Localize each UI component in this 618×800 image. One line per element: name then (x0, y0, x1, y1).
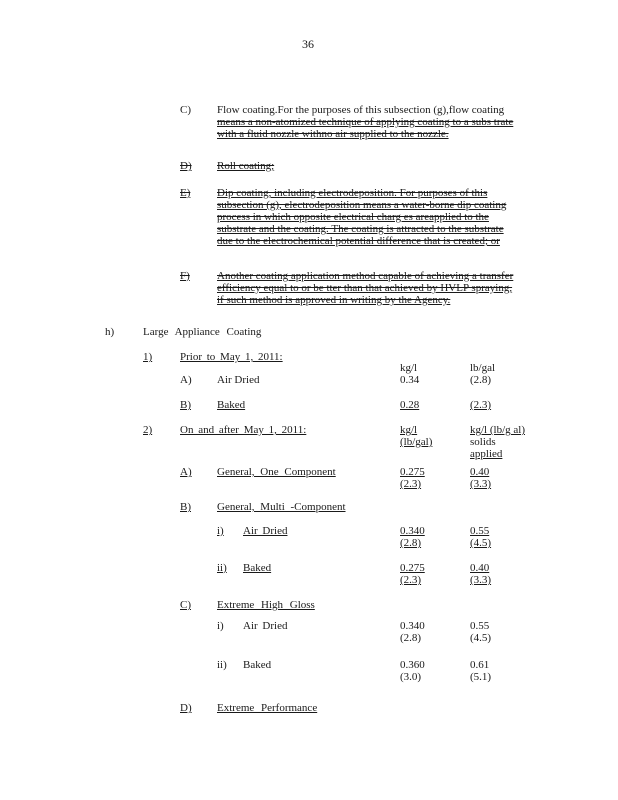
p2-marker: 2) (143, 424, 153, 436)
p2-c-ii-value2-kg: 0.61 (470, 659, 490, 671)
p2-b-i-marker: i) (217, 525, 224, 537)
p2-col1-header: kg/l (400, 424, 418, 436)
item-e-line: substrate and the coating. The coating is attracted to the substrate (217, 223, 504, 235)
item-f-text (217, 270, 539, 306)
item-e-text (217, 187, 539, 247)
p2-b-ii-value-lb: (2.3) (400, 574, 422, 586)
p2-c-ii-label: Baked (243, 659, 272, 671)
p2-a-value2-lb: (3.3) (470, 478, 492, 490)
item-e-line: Dip coating, including electrodeposition. For purposes of this (217, 187, 488, 199)
item-d-marker: D) (180, 160, 192, 172)
p2-d-marker: D) (180, 702, 192, 714)
p2-c-i-value-lb: (2.8) (400, 632, 422, 644)
item-e-line: due to the electrochemical potential difference that is created; or (217, 235, 500, 247)
item-c-marker: C) (180, 104, 191, 116)
p2-c-i-marker: i) (217, 620, 224, 632)
p2-c-ii-value2-lb: (5.1) (470, 671, 492, 683)
p2-c-i-label: Air Dried (243, 620, 288, 632)
item-c-line: with a fluid nozzle withno air supplied to the nozzle. (217, 128, 449, 140)
p2-b-ii-label: Baked (243, 562, 272, 574)
p1-b-marker: B) (180, 399, 191, 411)
p1-marker: 1) (143, 351, 153, 363)
p2-title: On and after May 1, 2011: (180, 424, 307, 436)
p2-c-ii-value-kg: 0.360 (400, 659, 425, 671)
p2-a-value-kg: 0.275 (400, 466, 425, 478)
p2-b-i-value2-lb: (4.5) (470, 537, 492, 549)
item-f-line: Another coating application method capable of achieving a transfer (217, 270, 514, 282)
item-f-line: efficiency equal to or be tter than that achieved by HVLP spraying, (217, 282, 513, 294)
p2-col1-header-unit: (lb/gal) (400, 436, 433, 448)
p2-c-i-value2-lb: (4.5) (470, 632, 492, 644)
p1-b-label: Baked (217, 399, 246, 411)
p2-d-label: Extreme Performance (217, 702, 318, 714)
p1-a-value-lb: (2.8) (470, 374, 492, 386)
p2-b-ii-marker: ii) (217, 562, 227, 574)
p2-c-ii-marker: ii) (217, 659, 227, 671)
section-h-title: Large Appliance Coating (143, 326, 262, 338)
p1-title: Prior to May 1, 2011: (180, 351, 283, 363)
p2-c-i-value2-kg: 0.55 (470, 620, 490, 632)
item-f-line: if such method is approved in writing by the Agency. (217, 294, 451, 306)
p2-col2-header-applied: applied (470, 448, 503, 460)
p2-b-i-value-kg: 0.340 (400, 525, 425, 537)
item-e-line: process in which opposite electrical charg es areapplied to the (217, 211, 489, 223)
p1-b-value-kg: 0.28 (400, 399, 420, 411)
p1-a-marker: A) (180, 374, 192, 386)
p2-b-i-value-lb: (2.8) (400, 537, 422, 549)
item-e-marker: E) (180, 187, 191, 199)
p2-c-i-value-kg: 0.340 (400, 620, 425, 632)
p2-a-value-lb: (2.3) (400, 478, 422, 490)
p2-b-ii-value-kg: 0.275 (400, 562, 425, 574)
p1-a-value-kg: 0.34 (400, 374, 420, 386)
p1-col1-header: kg/l (400, 362, 418, 374)
p2-c-label: Extreme High Gloss (217, 599, 315, 611)
p2-a-label: General, One Component (217, 466, 336, 478)
item-f-marker: F) (180, 270, 190, 282)
p1-b-value-lb: (2.3) (470, 399, 492, 411)
item-c-line: means a non-atomized technique of applying coating to a subs trate (217, 116, 514, 128)
p2-a-value2-kg: 0.40 (470, 466, 490, 478)
p2-b-label: General, Multi -Component (217, 501, 346, 513)
p2-col2-header-solids: solids (470, 436, 496, 448)
p2-a-marker: A) (180, 466, 192, 478)
item-c-text (217, 104, 539, 140)
item-e-line: subsection (g), electrodeposition means a water-borne dip coating (217, 199, 507, 211)
p2-b-marker: B) (180, 501, 191, 513)
item-d-text: Roll coating; (217, 160, 275, 172)
page-number: 36 (302, 37, 314, 51)
p2-col2-header: kg/l (lb/g al) (470, 424, 525, 436)
p2-b-ii-value2-kg: 0.40 (470, 562, 490, 574)
p1-a-label: Air Dried (217, 374, 260, 386)
p1-col2-header: lb/gal (470, 362, 496, 374)
p2-c-marker: C) (180, 599, 191, 611)
section-h-marker: h) (105, 326, 115, 338)
p2-b-i-label: Air Dried (243, 525, 288, 537)
item-c-line: Flow coating.For the purposes of this subsection (g),flow coating (217, 104, 505, 116)
p2-b-ii-value2-lb: (3.3) (470, 574, 492, 586)
p2-c-ii-value-lb: (3.0) (400, 671, 422, 683)
p2-b-i-value2-kg: 0.55 (470, 525, 490, 537)
